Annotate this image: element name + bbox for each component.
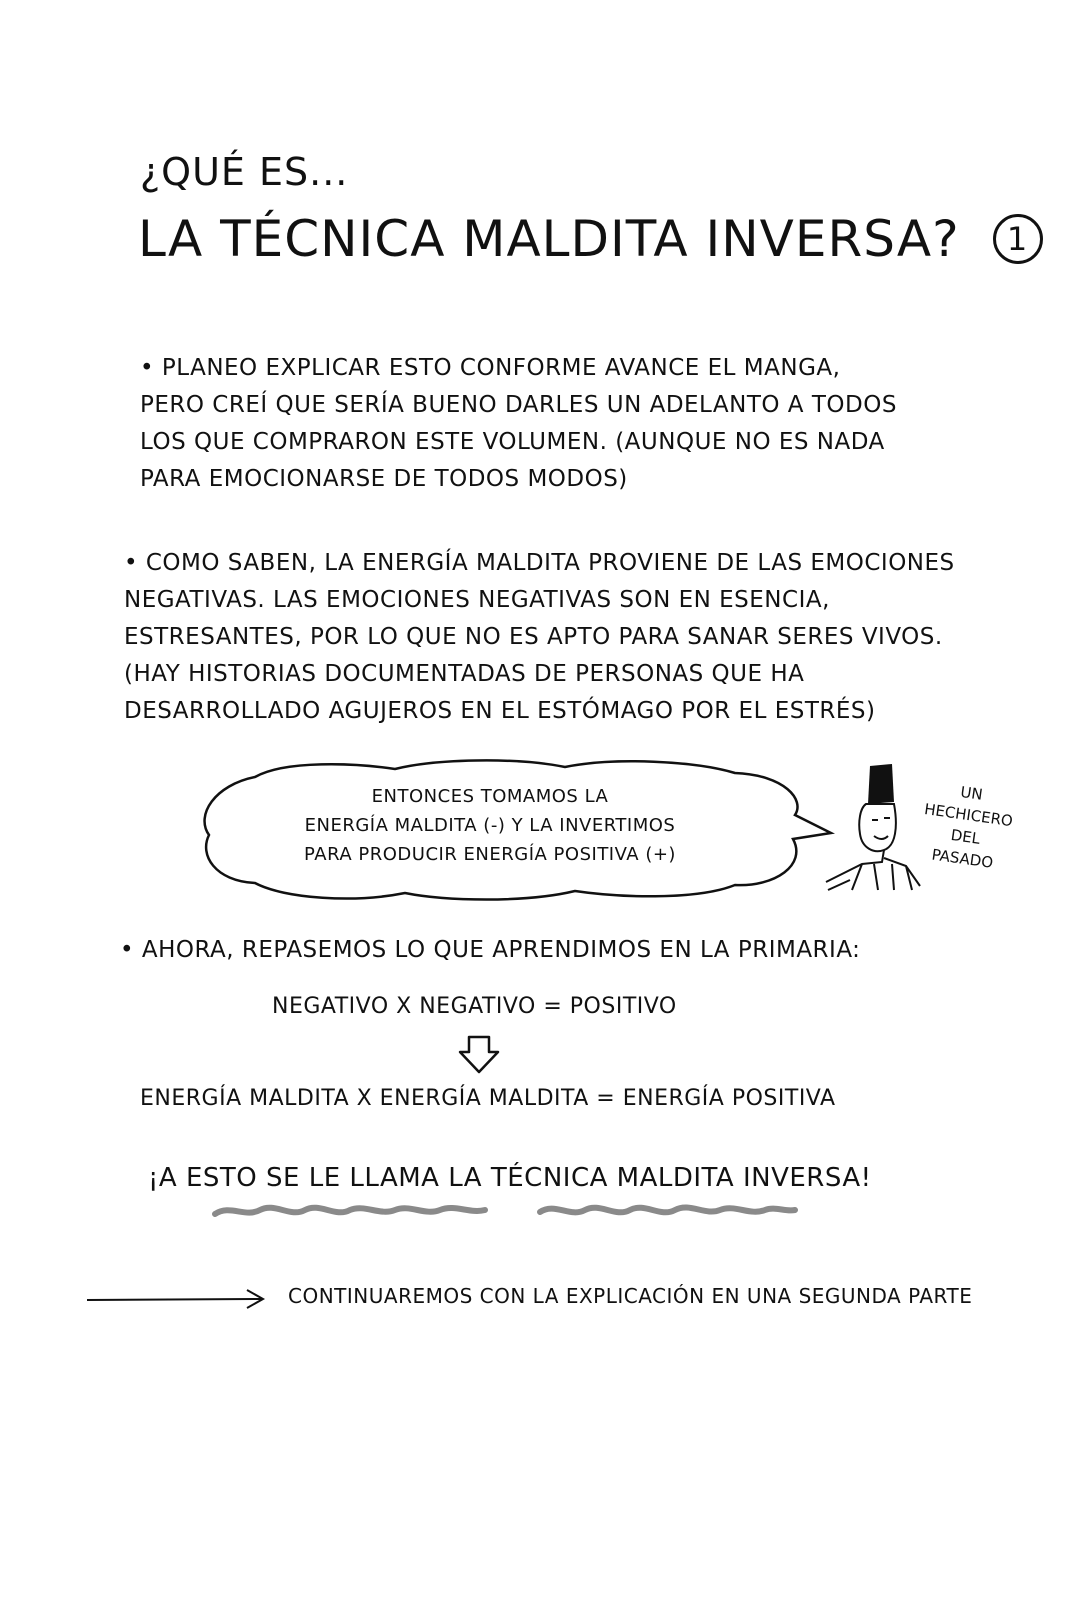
paragraph-2-line: NEGATIVAS. LAS EMOCIONES NEGATIVAS SON EN ESENCIA,: [124, 587, 830, 613]
equation-2: ENERGÍA MALDITA X ENERGÍA MALDITA = ENERGÍA POSITIVA: [140, 1086, 836, 1111]
title-line1: ¿QUÉ ES...: [140, 150, 349, 194]
continuation-note: CONTINUAREMOS CON LA EXPLICACIÓN EN UNA SEGUNDA PARTE: [288, 1284, 973, 1308]
chapter-number: 1: [993, 214, 1043, 264]
character-label-line: DEL: [949, 825, 982, 848]
bubble-line: ENERGÍA MALDITA (-) Y LA INVERTIMOS: [304, 815, 676, 836]
right-arrow-icon: [85, 1286, 270, 1312]
highlight-statement: ¡A ESTO SE LE LLAMA LA TÉCNICA MALDITA INVERSA!: [148, 1163, 872, 1193]
bubble-text: [230, 782, 750, 869]
bubble-line: PARA PRODUCIR ENERGÍA POSITIVA (+): [304, 844, 676, 865]
down-arrow-icon: [456, 1034, 502, 1076]
paragraph-1: [140, 350, 897, 498]
sorcerer-portrait: [822, 762, 922, 892]
paragraph-1-line: PERO CREÍ QUE SERÍA BUENO DARLES UN ADELANTO A TODOS: [140, 392, 897, 418]
paragraph-2: [124, 545, 955, 730]
title-main: LA TÉCNICA MALDITA INVERSA?: [138, 210, 960, 268]
paragraph-1-line: LOS QUE COMPRARON ESTE VOLUMEN. (AUNQUE NO ES NADA: [140, 429, 885, 455]
paragraph-1-line: • PLANEO EXPLICAR ESTO CONFORME AVANCE EL MANGA,: [140, 355, 841, 381]
bubble-line: ENTONCES TOMAMOS LA: [371, 786, 609, 807]
paragraph-2-line: ESTRESANTES, POR LO QUE NO ES APTO PARA SANAR SERES VIVOS.: [124, 624, 943, 650]
equation-1: NEGATIVO X NEGATIVO = POSITIVO: [272, 994, 677, 1019]
character-label-line: HECHICERO: [923, 799, 1014, 831]
character-label-line: UN: [959, 782, 984, 804]
paragraph-2-line: DESARROLLADO AGUJEROS EN EL ESTÓMAGO POR EL ESTRÉS): [124, 698, 876, 724]
title-line2: [138, 210, 1043, 268]
paragraph-2-line: (HAY HISTORIAS DOCUMENTADAS DE PERSONAS QUE HA: [124, 661, 805, 687]
character-label: [906, 775, 1027, 877]
character-label-line: PASADO: [930, 845, 995, 872]
paragraph-3: • AHORA, REPASEMOS LO QUE APRENDIMOS EN LA PRIMARIA:: [120, 937, 861, 963]
paragraph-2-line: • COMO SABEN, LA ENERGÍA MALDITA PROVIENE DE LAS EMOCIONES: [124, 550, 955, 576]
wavy-underline: [205, 1196, 805, 1226]
paragraph-1-line: PARA EMOCIONARSE DE TODOS MODOS): [140, 466, 628, 492]
